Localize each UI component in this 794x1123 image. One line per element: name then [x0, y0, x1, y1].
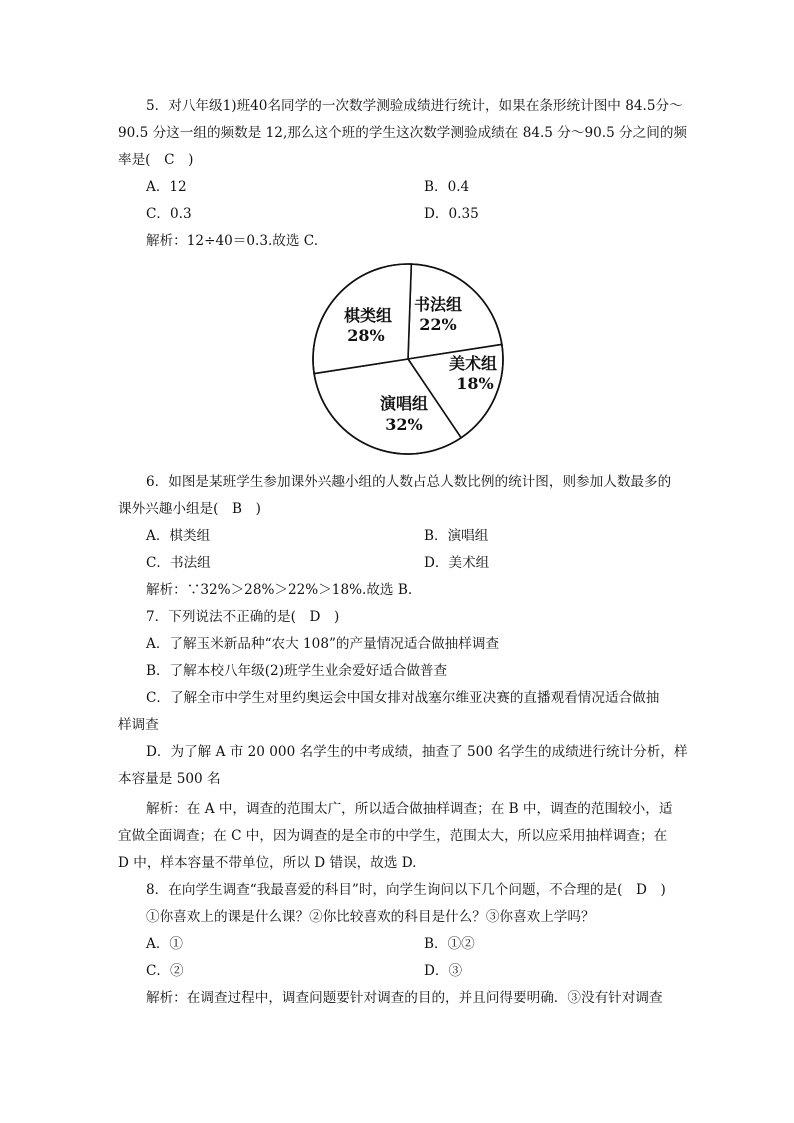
q5-option-a: A．12 [146, 179, 187, 195]
pie-chart [300, 258, 510, 458]
q6-option-c: C．书法组 [146, 555, 211, 571]
q5-line-1: 5．对八年级1)班40名同学的一次数学测验成绩进行统计，如果在条形统计图中 84.5分～ [146, 98, 683, 114]
q5-option-b: B．0.4 [424, 179, 470, 195]
q7-stem: 7．下列说法不正确的是( D ) [146, 609, 340, 625]
q6-line-1: 6．如图是某班学生参加课外兴趣小组的人数占总人数比例的统计图，则参加人数最多的 [146, 474, 672, 490]
slice-label-singing: 演唱组 [379, 394, 429, 413]
q7-analysis-line-3: D 中，样本容量不带单位，所以 D 错误，故选 D. [118, 855, 417, 871]
slice-percent-chess: 28% [347, 326, 385, 345]
q8-option-b: B．①② [424, 936, 475, 952]
q5-line-2: 90.5 分这一组的频数是 12,那么这个班的学生这次数学测验成绩在 84.5 分～90.5 分之间的频 [118, 125, 688, 141]
q7-analysis-line-2: 宜做全面调查；在 C 中，因为调查的是全市的中学生，范围太大，所以应采用抽样调查；在 [118, 828, 668, 844]
q6-analysis: 解析：∵32%＞28%＞22%＞18%.故选 B. [146, 582, 413, 598]
q6-line-2: 课外兴趣小组是( B ) [118, 501, 261, 517]
q5-analysis: 解析：12÷40＝0.3.故选 C. [146, 233, 319, 249]
q7-option-b: B．了解本校八年级(2)班学生业余爱好适合做普查 [146, 663, 448, 679]
slice-label-art: 美术组 [448, 354, 498, 373]
slice-label-chess: 棋类组 [343, 306, 393, 325]
q5-option-c: C．0.3 [146, 206, 192, 222]
q5-option-d: D．0.35 [424, 206, 479, 222]
q5-line-3: 率是( C ) [118, 152, 194, 168]
q6-option-b: B．演唱组 [424, 528, 489, 544]
q8-option-a: A．① [146, 936, 184, 952]
q6-option-d: D．美术组 [424, 555, 490, 571]
slice-percent-calligraphy: 22% [419, 315, 457, 334]
slice-percent-art: 18% [456, 374, 494, 393]
q8-questions: ①你喜欢上的课是什么课？②你比较喜欢的科目是什么？③你喜欢上学吗？ [146, 909, 595, 925]
q8-option-c: C．② [146, 963, 184, 979]
slice-label-calligraphy: 书法组 [413, 295, 463, 314]
slice-percent-singing: 32% [385, 415, 423, 434]
q7-option-d-line-1: D．为了解 A 市 20 000 名学生的中考成绩，抽查了 500 名学生的成绩进行统计分析，样 [146, 744, 688, 760]
q6-option-a: A．棋类组 [146, 528, 211, 544]
q8-analysis: 解析：在调查过程中，调查问题要针对调查的目的，并且问得要明确．③没有针对调查 [146, 990, 663, 1006]
q7-option-c-line-2: 样调查 [118, 717, 159, 733]
q8-option-d: D．③ [424, 963, 463, 979]
q7-option-a: A．了解玉米新品种“农大 108”的产量情况适合做抽样调查 [146, 636, 500, 652]
q7-analysis-line-1: 解析：在 A 中，调查的范围太广，所以适合做抽样调查；在 B 中，调查的范围较小，适 [146, 801, 673, 817]
q8-stem: 8．在向学生调查“我最喜爱的科目”时，向学生询问以下几个问题，不合理的是( D ) [146, 882, 666, 898]
q7-option-c-line-1: C．了解全市中学生对里约奥运会中国女排对战塞尔维亚决赛的直播观看情况适合做抽 [146, 690, 660, 706]
q7-option-d-line-2: 本容量是 500 名 [118, 771, 221, 787]
